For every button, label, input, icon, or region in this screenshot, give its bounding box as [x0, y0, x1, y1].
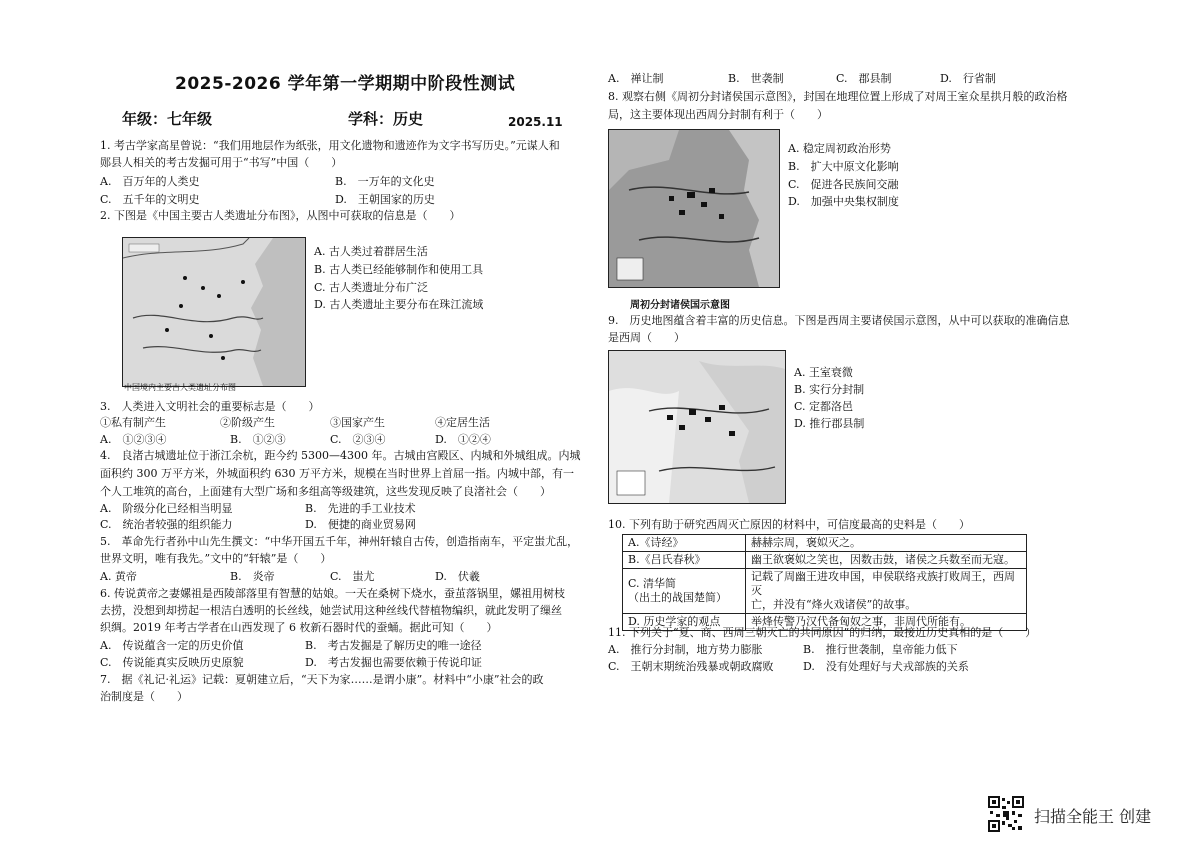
q5-stem-line2: 世界文明，唯有我先。”文中的“轩辕”是（ ） [100, 552, 332, 565]
q4-stem-line3: 个人工堆筑的高台，上面建有大型广场和多组高等级建筑，这些发现反映了良渚社会（ ） [100, 485, 551, 498]
q8-option-b[interactable]: B. 扩大中原文化影响 [788, 160, 899, 173]
q3-item-1: ①私有制产生 [100, 416, 166, 429]
q4-stem-line1: 4. 良渚古城遗址位于浙江余杭，距今约 5300—4300 年。古城由宫殿区、内城和外城组成。内城 [100, 449, 581, 462]
subject-label: 学科：历史 [348, 110, 424, 128]
q1-stem-line1: 1. 考古学家高星曾说：“我们用地层作为纸张，用文化遗物和遗迹作为文字书写历史。”元谋人和 [100, 139, 560, 152]
q3-option-a[interactable]: A. ①②③④ [100, 433, 167, 446]
zhou-fiefs-map [608, 129, 780, 288]
q8-stem-line1: 8. 观察右侧《周初分封诸侯国示意图》，封国在地理位置上形成了对周王室众星拱月般的政治格 [608, 90, 1068, 103]
q5-option-a[interactable]: A. 黄帝 [100, 570, 137, 583]
q2-option-a[interactable]: A. 古人类过着群居生活 [314, 245, 428, 258]
q4-stem-line2: 面积约 300 万平方米，外城面积约 630 万平方米，规模在当时世界上首屈一指。内城中部，有一 [100, 467, 574, 480]
western-zhou-states-map [608, 350, 786, 504]
q7-option-a[interactable]: A. 禅让制 [608, 72, 664, 85]
qr-code-icon [988, 796, 1024, 832]
q9-option-c[interactable]: C. 定都洛邑 [794, 400, 854, 413]
table-row[interactable] [623, 535, 1027, 552]
q1-option-a[interactable]: A. 百万年的人类史 [100, 175, 200, 188]
q11-stem: 11. 下列关于“夏、商、西周三朝灭亡的共同原因”的归纳，最接近历史真相的是（ ） [608, 626, 1037, 639]
q2-map-caption: 中国境内主要古人类遗址分布图 [124, 383, 236, 392]
q9-option-d[interactable]: D. 推行郡县制 [794, 417, 865, 430]
q7-option-c[interactable]: C. 郡县制 [836, 72, 892, 85]
q1-option-d[interactable]: D. 王朝国家的历史 [335, 193, 435, 206]
q5-option-d[interactable]: D. 伏羲 [435, 570, 480, 583]
q5-option-b[interactable]: B. 炎帝 [230, 570, 275, 583]
grade-label: 年级：七年级 [122, 110, 213, 128]
q4-option-a[interactable]: A. 阶级分化已经相当明显 [100, 502, 233, 515]
q11-option-c[interactable]: C. 王朝末期统治残暴或朝政腐败 [608, 660, 774, 673]
q9-stem-line2: 是西周（ ） [608, 331, 685, 344]
source-name-note: （出土的战国楚简） [628, 591, 727, 604]
q6-option-d[interactable]: D. 考古发掘也需要依赖于传说印证 [305, 656, 482, 669]
q2-option-d[interactable]: D. 古人类遗址主要分布在珠江流域 [314, 298, 484, 311]
q1-option-b[interactable]: B. 一万年的文化史 [335, 175, 435, 188]
source-name-main: C. 清华简 [628, 577, 677, 590]
source-content: 幽王欲褒姒之笑也，因数击鼓，诸侯之兵数至而无寇。 [746, 552, 1027, 569]
q2-option-b[interactable]: B. 古人类已经能够制作和使用工具 [314, 263, 484, 276]
q10-sources-table [622, 534, 1027, 631]
q7-option-d[interactable]: D. 行省制 [940, 72, 996, 85]
q8-option-d[interactable]: D. 加强中央集权制度 [788, 195, 899, 208]
q3-stem: 3. 人类进入文明社会的重要标志是（ ） [100, 400, 320, 413]
q5-stem-line1: 5. 革命先行者孙中山先生撰文：“中华开国五千年，神州轩辕自古传，创造指南车，平定蚩尤乱， [100, 535, 579, 548]
table-row[interactable] [623, 569, 1027, 614]
scanner-credit-text: 扫描全能王 创建 [1034, 807, 1152, 826]
q9-option-a[interactable]: A. 王室衰微 [794, 366, 853, 379]
q7-option-b[interactable]: B. 世袭制 [728, 72, 784, 85]
q3-option-c[interactable]: C. ②③④ [330, 433, 386, 446]
q6-option-c[interactable]: C. 传说能真实反映历史原貌 [100, 656, 244, 669]
q10-stem: 10. 下列有助于研究西周灭亡原因的材料中，可信度最高的史料是（ ） [608, 518, 970, 531]
source-name: A.《诗经》 [623, 535, 746, 552]
q9-stem-line1: 9. 历史地图蕴含着丰富的历史信息。下图是西周主要诸侯国示意图，从中可以获取的准确信息 [608, 314, 1070, 327]
source-content-line2: 亡，并没有“烽火戏诸侯”的故事。 [751, 598, 917, 611]
table-row[interactable] [623, 552, 1027, 569]
q7-stem-line1: 7. 据《礼记·礼运》记载：夏朝建立后，“天下为家……是谓小康”。材料中“小康”社会的政 [100, 673, 544, 686]
source-name: B.《吕氏春秋》 [623, 552, 746, 569]
ancient-human-sites-map [122, 237, 306, 387]
q3-option-b[interactable]: B. ①②③ [230, 433, 286, 446]
q3-item-3: ③国家产生 [330, 416, 385, 429]
source-name [623, 569, 746, 614]
q1-option-c[interactable]: C. 五千年的文明史 [100, 193, 200, 206]
q3-option-d[interactable]: D. ①②④ [435, 433, 491, 446]
q2-stem: 2. 下图是《中国主要古人类遗址分布图》，从图中可获取的信息是（ ） [100, 209, 461, 222]
q2-option-c[interactable]: C. 古人类遗址分布广泛 [314, 281, 429, 294]
q11-option-d[interactable]: D. 没有处理好与犬戎部族的关系 [803, 660, 969, 673]
exam-date: 2025.11 [508, 115, 563, 129]
source-content [746, 569, 1027, 614]
q4-option-b[interactable]: B. 先进的手工业技术 [305, 502, 416, 515]
source-content: 举烽传警乃汉代备匈奴之事，非周代所能有。 [746, 614, 1027, 631]
q6-option-b[interactable]: B. 考古发掘是了解历史的唯一途径 [305, 639, 482, 652]
q11-option-a[interactable]: A. 推行分封制，地方势力膨胀 [608, 643, 763, 656]
q5-option-c[interactable]: C. 蚩尤 [330, 570, 375, 583]
q8-stem-line2: 局，这主要体现出西周分封制有利于（ ） [608, 108, 828, 121]
source-name: D. 历史学家的观点 [623, 614, 746, 631]
q4-option-d[interactable]: D. 便捷的商业贸易网 [305, 518, 416, 531]
q7-stem-line2: 治制度是（ ） [100, 690, 188, 703]
q6-stem-line1: 6. 传说黄帝之妻嫘祖是西陵部落里有智慧的姑娘。一天在桑树下烧水，蚕茧落锅里，嫘祖用树枝 [100, 587, 565, 600]
q8-option-c[interactable]: C. 促进各民族间交融 [788, 178, 899, 191]
q8-option-a[interactable]: A. 稳定周初政治形势 [788, 142, 891, 155]
scanner-watermark [988, 796, 1178, 832]
q11-option-b[interactable]: B. 推行世袭制，皇帝能力低下 [803, 643, 958, 656]
q1-stem-line2: 郧县人相关的考古发掘可用于“书写”中国（ ） [100, 156, 343, 169]
source-content-line1: 记载了周幽王进攻申国，申侯联络戎族打败周王，西周灭 [751, 570, 1015, 597]
q6-option-a[interactable]: A. 传说蕴含一定的历史价值 [100, 639, 244, 652]
q4-option-c[interactable]: C. 统治者较强的组织能力 [100, 518, 233, 531]
q8-map-caption: 周初分封诸侯国示意图 [630, 300, 730, 311]
q3-item-4: ④定居生活 [435, 416, 490, 429]
exam-title: 2025-2026 学年第一学期期中阶段性测试 [175, 74, 516, 94]
q6-stem-line2: 去捞，没想到却捞起一根洁白透明的长丝线，她尝试用这种丝线代替植物编织，就此发明了缫丝 [100, 604, 562, 617]
q9-option-b[interactable]: B. 实行分封制 [794, 383, 865, 396]
source-content: 赫赫宗周，褒姒灭之。 [746, 535, 1027, 552]
q6-stem-line3: 织绸。2019 年考古学者在山西发现了 6 枚新石器时代的蚕蛹。据此可知（ ） [100, 621, 498, 634]
q3-item-2: ②阶级产生 [220, 416, 275, 429]
